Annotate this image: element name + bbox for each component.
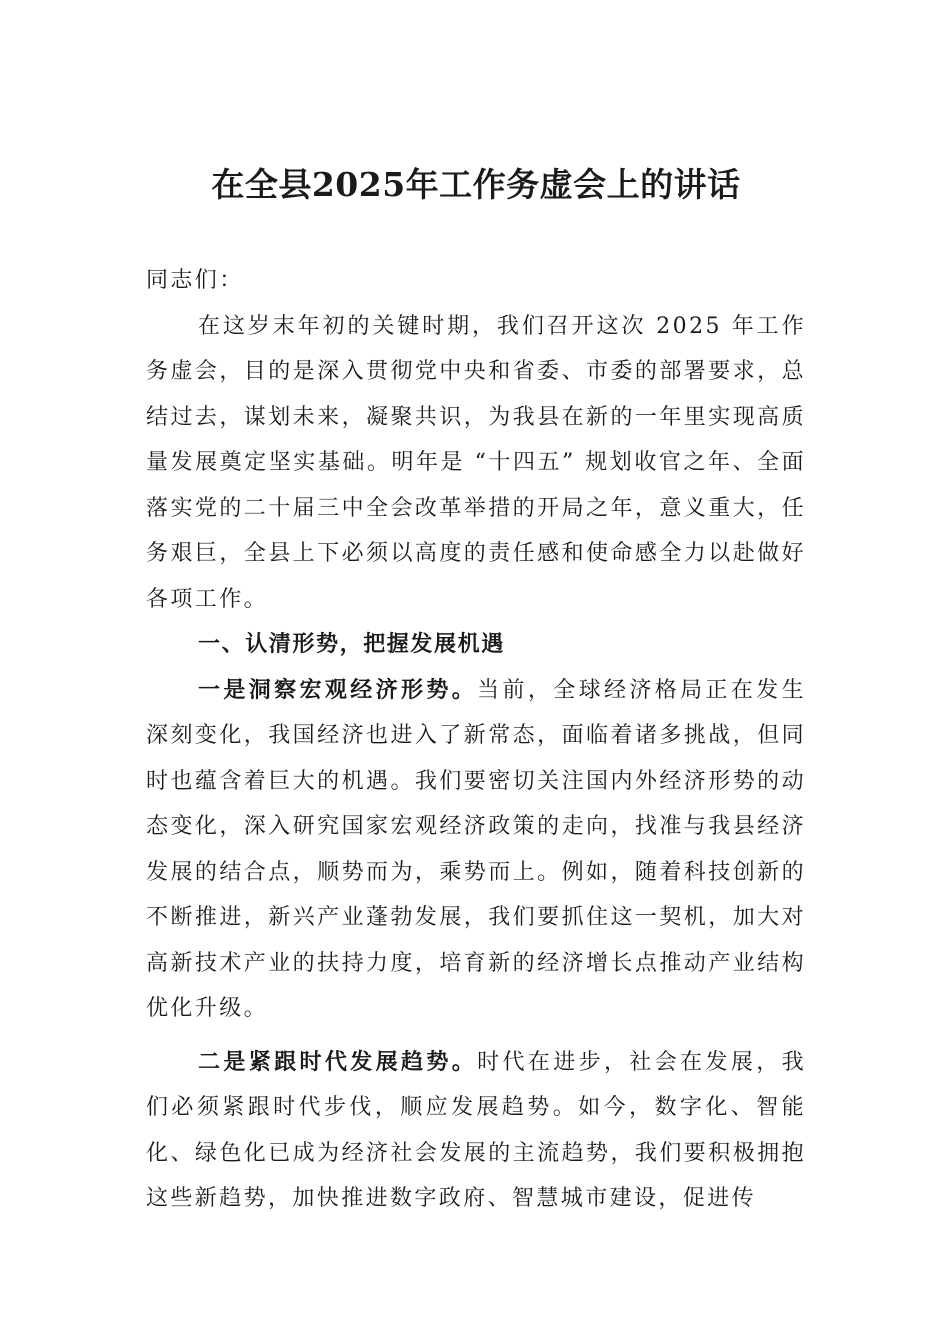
- point-2-lead: 二是紧跟时代发展趋势。: [198, 1048, 478, 1075]
- point-1-lead: 一是洞察宏观经济形势。: [198, 676, 478, 703]
- point-1-text: 当前，全球经济格局正在发生深刻变化，我国经济也进入了新常态，面临着诸多挑战，但同时也蕴含着巨大的机遇。我们要密切关注国内外经济形势的动态变化，深入研究国家宏观经济政策的走向，找准与我县经济发展的结合点，顺势而为，乘势而上。例如，随着科技创新的不断推进，新兴产业蓬勃发展，我们要抓住这一契机，加大对高新技术产业的扶持力度，培育新的经济增长点推动产业结构优化升级。: [146, 677, 806, 1021]
- document-body: [146, 258, 806, 1222]
- document-page: [146, 0, 806, 1344]
- section-heading-1: 一、认清形势，把握发展机遇: [198, 632, 505, 657]
- page-title: 在全县2025年工作务虚会上的讲话: [211, 165, 741, 204]
- point-2-paragraph: [146, 1040, 806, 1222]
- salutation: 同志们：: [146, 268, 244, 293]
- intro-paragraph: 在这岁末年初的关键时期，我们召开这次 2025 年工作务虚会，目的是深入贯彻党中央和省委、市委的部署要求，总结过去，谋划未来，凝聚共识，为我县在新的一年里实现高质量发展奠定坚实基础。明年是 “十四五” 规划收官之年、全面落实党的二十届三中全会改革举措的开局之年，意义重大，任务艰巨，全县上下必须以高度的责任感和使命感全力以赴做好各项工作。: [146, 313, 806, 612]
- point-2-text: 时代在进步，社会在发展，我们必须紧跟时代步伐，顺应发展趋势。如今，数字化、智能化、绿色化已成为经济社会发展的主流趋势，我们要积极拥抱这些新趋势，加快推进数字政府、智慧城市建设，促进传: [146, 1049, 806, 1211]
- point-1-paragraph: [146, 668, 806, 1032]
